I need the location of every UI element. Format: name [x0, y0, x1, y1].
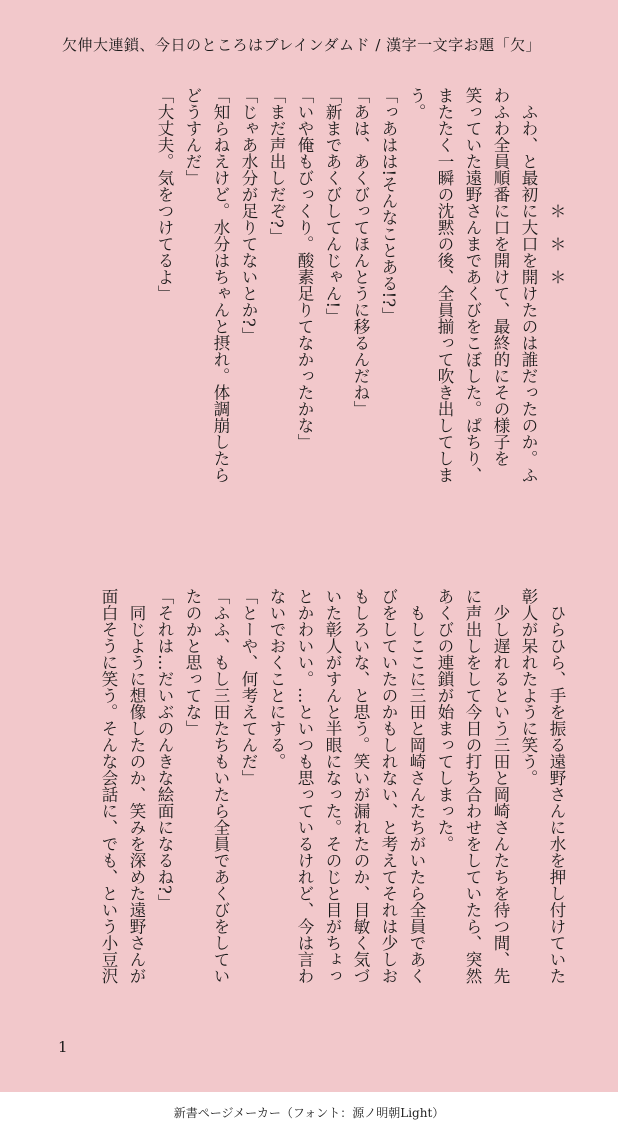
- text-line: 「ふふ、もし三田たちもいたら全員であくびをしてい: [211, 588, 230, 984]
- text-line: もしここに三田と岡崎さんたちがいたら全員であく: [407, 588, 426, 984]
- text-line: 面白そうに笑う。そんな会話に、でも、という小豆沢: [99, 588, 118, 984]
- text-line: 笑っていた遠野さんまであくびをこぼした。ぱちり、: [463, 87, 482, 483]
- page-number: 1: [58, 1038, 68, 1056]
- text-line: とかわいい。…といつも思っているけれど、今は言わ: [295, 588, 314, 984]
- text-line: 「それは…だいぶのんきな絵面になるね?」: [155, 588, 174, 911]
- text-line: 「っあはは!そんなことある!?」: [379, 87, 398, 324]
- text-line: いた彰人がすんと半眼になった。そのじと目がちょっ: [323, 588, 342, 984]
- text-line: ないでおくことにする。: [267, 588, 286, 770]
- text-line: に声出しをして今日の打ち合わせをしていたら、突然: [463, 588, 482, 984]
- text-line: 「いや俺もびっくり。酸素足りてなかったかな」: [295, 87, 314, 450]
- footer-caption: 新書ページメーカー（フォント：源ノ明朝Light）: [173, 1105, 445, 1120]
- text-line: 「とーや、何考えてんだ」: [239, 588, 258, 786]
- text-line: 「新まであくびしてんじゃん!」: [323, 87, 342, 325]
- text-line: 「知らねえけど。水分はちゃんと摂れ。体調崩したら: [211, 87, 230, 483]
- text-line: 少し遅れるという三田と岡崎さんたちを待つ間、先: [491, 588, 510, 984]
- text-line: もしろいな、と思う。笑いが漏れたのか、目敏く気づ: [351, 588, 370, 984]
- text-line: たのかと思ってな」: [183, 588, 202, 737]
- text-line: ふわ、と最初に大口を開けたのは誰だったのか。ふ: [519, 87, 538, 483]
- text-line: またたく一瞬の沈黙の後、全員揃って吹き出してしま: [435, 87, 454, 483]
- text-line: 同じように想像したのか、笑みを深めた遠野さんが: [127, 588, 146, 984]
- text-line: あくびの連鎖が始まってしまった。: [435, 588, 454, 852]
- page-title: 欠伸大連鎖、今日のところはブレインダムド / 漢字一文字お題「欠」: [62, 36, 542, 54]
- text-column-bottom: [94, 588, 570, 1018]
- text-line: わふわ全員順番に口を開けて、最終的にその様子を: [491, 87, 510, 467]
- text-line: 「あは、あくびってほんとうに移るんだね」: [351, 87, 370, 417]
- text-line: う。: [407, 87, 426, 120]
- text-line: ひらひら、手を振る遠野さんに水を押し付けていた: [547, 588, 566, 984]
- text-column-top: [150, 87, 570, 517]
- text-line: 彰人が呆れたように笑う。: [519, 588, 538, 786]
- section-break: ＊ ＊ ＊: [547, 87, 566, 285]
- text-line: 「まだ声出しだぞ?」: [267, 87, 286, 245]
- text-line: どうすんだ」: [183, 87, 202, 186]
- text-line: びをしていたのかもしれない、と考えてそれは少しお: [379, 588, 398, 984]
- text-line: 「じゃあ水分が足りてないとか?」: [239, 87, 258, 344]
- text-line: 「大丈夫。気をつけてるよ」: [155, 87, 174, 302]
